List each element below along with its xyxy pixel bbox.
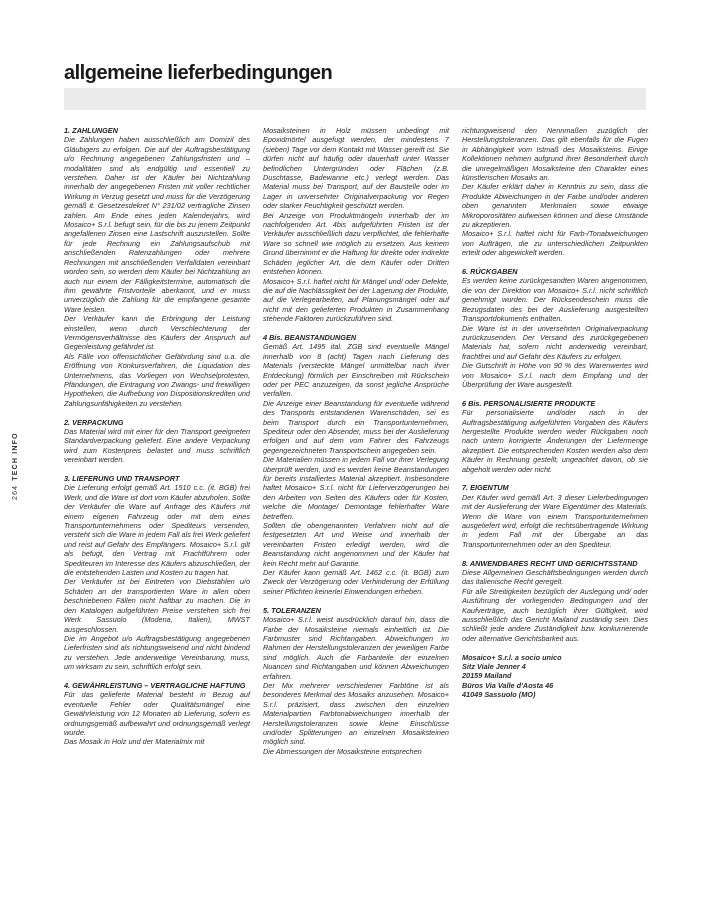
section-heading: 7. EIGENTUM xyxy=(462,483,509,493)
section-heading: 4. GEWÄHRLEISTUNG – VERTRAGLICHE HAFTUNG xyxy=(64,680,246,690)
address-line: 41049 Sassuolo (MO) xyxy=(462,690,536,700)
section-heading: 6 Bis. PERSONALISIERTE PRODUKTE xyxy=(462,398,596,408)
paragraph: Die Abmessungen der Mosaiksteine entsprechen xyxy=(263,746,422,756)
paragraph: Die Materialien müssen in jedem Fall vor ihrer Verlegung überprüft werden, und es werden keine Beanstandungen für bereits installiertes Material akzeptiert. Insbesondere haftet Mosaico+ S.r.l. nicht für Lieferverzögerungen bei den Arbeiten von Seiten des Käufers oder für Kosten, welche die Montage/ Demontage fehlerhafter Ware betreffen. xyxy=(263,455,449,521)
section-label: TECH INFO xyxy=(12,432,19,481)
paragraph: Die Gutschrift in Höhe von 90 % des Warenwertes wird von Mosaico+ S.r.l. nach dem Empfang und der Überprüfung der Ware ausgestellt. xyxy=(462,361,648,389)
address-line: Sitz Viale Jenner 4 xyxy=(462,662,526,672)
paragraph: Gemäß Art. 1495 ital. ZGB sind eventuelle Mängel innerhalb von 8 (acht) Tagen nach Lieferung des Materials (versteckte Mängel unmittelbar nach ihrer Entdeckung) förmlich per Einschreiben mit Rückschein oder per PEC anzuzeigen, da sonst jegliche Ansprüche verfallen. xyxy=(263,342,449,399)
side-label xyxy=(12,432,19,500)
paragraph: Für das gelieferte Material besteht in Bezug auf eventuelle Fehler oder Qualitätsmängel eine Gewährleistung von 12 Monaten ab Lieferung, sofern es ordnungsgemäß aufbewahrt und ordnungsgemäß verlegt wurde. xyxy=(64,690,250,737)
paragraph: Der Verkäufer kann die Erbringung der Leistung einstellen, wenn durch Verschlechterung der Vermögensverhältnisse des Käufers der Anspruch auf Gegenleistung gefährdet ist. xyxy=(64,314,250,352)
section-gap xyxy=(263,324,449,333)
section-heading: 3. LIEFERUNG UND TRANSPORT xyxy=(64,474,180,483)
paragraph: Die Zahlungen haben ausschließlich am Domizil des Gläubigers zu erfolgen. Die auf der Auftragsbestätigung u/o Rechnung angegebenen Zahlungsfristen und –modalitäten sind als endgültig und essentiell zu verstehen. Daher ist der Käufer bei Nichtzahlung innerhalb der angegebenen Fristen mit voller rechtlicher Wirkung in Verzug gesetzt und muss für die Verzögerung gemäß it. Gesetzesdekret N° 231/02 vertragliche Zinsen zahlen. Am Ende eines jeden Kalenderjahrs, wird Mosaico+ S.r.l. befugt sein, für die bis zu jenem Zeitpunkt angefallenen Zinsen eine Lastschrift auszustellen. Sollte für jede Rechnung ein Zahlungsaufschub mit anschließenden Ratenzahlungen oder mehrere Rechnungen mit anschließenden Verfalldaten vereinbart worden sein, so werden dem Käufer bei Nichtzahlung an auch nur einem der Fälligkeitstermine, automatisch die ihm gewährte Fristvorteile aberkannt, und er muss unverzüglich die Zahlung für die empfangene gesamte Ware leisten. xyxy=(64,135,250,314)
paragraph: Die Lieferung erfolgt gemäß Art. 1510 c.c. (it. BGB) frei Werk, und die Ware ist dort vom Käufer abzuholen. Sollte der Verkäufer die Ware auf Anfrage des Käufers mit einem eigenen Fahrzeug oder mit dem eines Transportunternehmens oder Spediteurs versenden, versteht sich die Ware in jedem Fall als frei Werk geliefert und reist auf Gefahr des Empfängers. Mosaico+ S.r.l. gilt als befugt, den Vertrag mit Frachtführern oder Spediteuren im Interesse des Käufers abzuschließen, der die entstehenden Lasten und Kosten zu tragen hat. xyxy=(64,483,250,578)
address-line: Mosaico+ S.r.l. a socio unico xyxy=(462,652,562,662)
paragraph: Der Mix mehrerer verschiedener Farbtöne ist als besonderes Merkmal des Mosaiks anzusehen. Mosaico+ S.r.l. präzisiert, dass zwischen den einzelnen Materialpartien Farbtonabweichungen innerhalb der Herstellungstoleranzen sowie kleine Einschlüsse und/oder Splitterungen an einzelnen Mosaiksteinen möglich sind. xyxy=(263,680,449,747)
paragraph: Für personalisierte und/oder nach in der Auftragsbestätigung aufgeführten Vorgaben des Käufers hergestellte Produkte werden weder Rückgaben noch nach untern korrigierte Änderungen der Liefermenge akzeptiert. Die entsprechenden Kosten werden also dem Käufer in Rechnung gestellt, ungeachtet davon, ob sie abgeholt werden oder nicht. xyxy=(462,408,648,474)
address-line: 20159 Mailand xyxy=(462,671,512,681)
section-heading: 4 Bis. BEANSTANDUNGEN xyxy=(263,332,357,342)
section-gap xyxy=(462,474,648,483)
section-gap xyxy=(462,549,648,558)
paragraph: Der Käufer kann gemäß Art. 1462 c.c. (it. BGB) zum Zweck der Verzögerung oder Verhinderung der Erfüllung seiner Pflichten keinerlei Einwendungen erheben. xyxy=(263,568,449,596)
title-underline-band xyxy=(64,88,646,110)
section-gap xyxy=(64,408,250,417)
paragraph: Das Material wird mit einer für den Transport geeigneten Standardverpackung geliefert. Eine andere Verpackung wird zum Kostenpreis belastet und muss schriftlich vereinbart werden. xyxy=(64,426,250,465)
paragraph: Das Mosaik in Holz und der Materialmix mit xyxy=(64,737,205,747)
paragraph: Der Verkäufer ist bei Eintreten von Diebstählen u/o Schäden an der transportierten Ware in allen oben beschriebenen Fällen nicht haftbar zu machen. Die in den Katalogen aufgeführten Preise verstehen sich frei Werk Sassuolo (Modena, Italien), MWST ausgeschlossen. xyxy=(64,577,250,634)
paragraph: Die Ware ist in der unversehrten Originalverpackung zurückzusenden. Der Versand des zurückgegebenen Materials hat, sofern nicht anderweitig vereinbart, frachtfrei und auf Gefahr des Käufers zu erfolgen. xyxy=(462,323,648,361)
paragraph: Es werden keine zurückgesandten Waren angenommen, die von der Direktion von Mosaico+ S.r.l. nicht schriftlich genehmigt wurden. Der Rücksendeschein muss die Bezugsdaten des bei der Auslieferung ausgestellten Transportdokuments enthalten. xyxy=(462,276,648,324)
section-gap xyxy=(263,596,449,605)
paragraph: Mosaico+ S.r.l. haftet nicht für Farb-/Tonabweichungen von Aufträgen, die zu unterschiedlichen Zeitpunkten erteilt oder abgewickelt werden. xyxy=(462,229,648,258)
paragraph: richtungweisend den Nennmaßen zuzüglich der Herstellungstoleranzen. Das gilt ebenfalls für die Fugen in Abhängigkeit vom Istmaß des Mosaiksteins. Einige Kollektionen nehmen aufgrund ihrer Besonderheit durch die unregelmäßigen Mosaiksteine den Charakter eines künstlerischen Mosaiks an. xyxy=(462,126,648,183)
paragraph: Mosaiksteinen in Holz müssen unbedingt mit Epoxidmörtel ausgefugt werden, der mindestens 7 (sieben) Tage vor dem Kontakt mit Wasser gereift ist. Sie dürfen nicht auf häufig oder dauerhaft unter Wasser befindlichen Untergründen oder Flächen (z.B. Duschtasse, Badewanne etc.) verlegt werden. Das Material muss bei Transport, auf der Baustelle oder im Lager in unversehrter Originalverpackung vor Regen oder starker Feuchtigkeit geschützt werden. xyxy=(263,126,449,211)
paragraph: Als Fälle von offensichtlicher Gefährdung sind u.a. die Eröffnung von Konkursverfahren, die Liquidation des Unternehmens, das Vorliegen von Wechselprotesten, Pfändungen, die Eintragung von Zwangs- und freiwilligen Hypotheken, die Aufhebung von Dispositionskrediten und Zahlungsunfähigkeiten zu verstehen. xyxy=(64,351,250,408)
paragraph: Mosaico+ S.r.l. haftet nicht für Mängel und/ oder Defekte, die auf die Nachlässigkeit bei der Lagerung der Produkte, auf die Verlegearbeiten, auf Planungsmängel oder auf nicht mit den gelieferten Produkten in Zusammenhang stehende Faktoren zurückzuführen sind. xyxy=(263,276,449,324)
section-gap xyxy=(462,643,648,652)
section-heading: 1. ZAHLUNGEN xyxy=(64,126,118,135)
paragraph: Bei Anzeige von Produktmängeln innerhalb der im nachfolgenden Art. 4bis aufgeführten Fristen ist der Verkäufer ausschließlich dazu verpflichtet, die fehlerhafte Ware so schnell wie möglich zu ersetzen. Aus keinem Grund übernimmt er die Haftung für direkte oder indirekte Schäden jeglicher Art, die dem Käufer oder Dritten entstehen können. xyxy=(263,210,449,277)
column-2 xyxy=(263,126,449,756)
section-heading: 2. VERPACKUNG xyxy=(64,417,124,427)
paragraph: Mosaico+ S.r.l. weist ausdrücklich darauf hin, dass die Farbe der Mosaiksteine niemals einheitlich ist. Die Farbmuster sind Richtangaben. Abweichungen im Rahmen der Herstellungstoleranzen der jeweiligen Farbe sind möglich. Auch die Farbanteile der einzelnen Nuancen sind Richtangaben und können Abweichungen erfahren. xyxy=(263,615,449,681)
paragraph: Für alle Streitigkeiten bezüglich der Auslegung und/ oder Ausführung der vorliegenden Bedingungen und der Kaufverträge, auch bezüglich ihrer Gültigkeit, wird ausschließlich das Gericht Mailand zuständig sein. Dies schließt jede andere Zuständigkeit bzw. konkurrierende oder alternative Gerichtsbarkeit aus. xyxy=(462,586,648,643)
column-1 xyxy=(64,126,250,747)
section-heading: 6. RÜCKGABEN xyxy=(462,267,518,277)
page-number: 264 xyxy=(12,484,19,500)
section-gap xyxy=(462,258,648,267)
column-3 xyxy=(462,126,648,700)
address-line: Büros Via Valle d'Aosta 46 xyxy=(462,680,554,690)
page-title: allgemeine lieferbedingungen xyxy=(64,62,333,84)
section-gap xyxy=(462,389,648,398)
section-gap xyxy=(64,465,250,474)
section-heading: 5. TOLERANZEN xyxy=(263,605,321,615)
paragraph: Diese Allgemeinen Geschäftsbedingungen werden durch das italienische Recht geregelt. xyxy=(462,568,648,587)
section-heading: 8. ANWENDBARES RECHT UND GERICHTSSTAND xyxy=(462,558,638,568)
paragraph: Sollten die obengenannten Verfahren nicht auf die festgesetzten Art und Weise und innerhalb der vereinbarten Fristen erledigt werden, wird die Beanstandung nicht angenommen und der Käufer hat kein Recht mehr auf Garantie. xyxy=(263,521,449,568)
paragraph: Der Käufer erklärt daher in Kenntnis zu sein, dass die Produkte Abweichungen in der Farbe und/oder anderen oben genannten Merkmalen sowie etwaige Mikroporositäten aufweisen können und diese Umstände zu akzeptieren. xyxy=(462,182,648,230)
paragraph: Die Anzeige einer Beanstandung für eventuelle während des Transports entstandenen Warenschäden, sei es beim Transport durch ein Transportunternehmen, Spediteur oder den Absender, muss bei der Auslieferung erfolgen und auf dem vom Fahrer des Fahrzeugs gegengezeichneten Transportschein angegeben sein. xyxy=(263,398,449,455)
section-gap xyxy=(64,672,250,681)
paragraph: Die im Angebot u/o Auftragsbestätigung angegebenen Lieferfristen sind als richtungsweisend und nicht bindend zu verstehen. Jede anderweitige Vereinbarung, muss, um wirksam zu sein, schriftlich erfolgt sein. xyxy=(64,633,250,672)
paragraph: Der Käufer wird gemäß Art. 3 dieser Lieferbedingungen mit der Auslieferung der Ware Eigentümer des Materials. Wenn die Ware von einem Transportunternehmen ausgeliefert wird, erfolgt die rechtsübertragende Wirkung in jedem Fall mit der Übergabe an das Transportunternehmen oder an den Spediteur. xyxy=(462,492,648,549)
